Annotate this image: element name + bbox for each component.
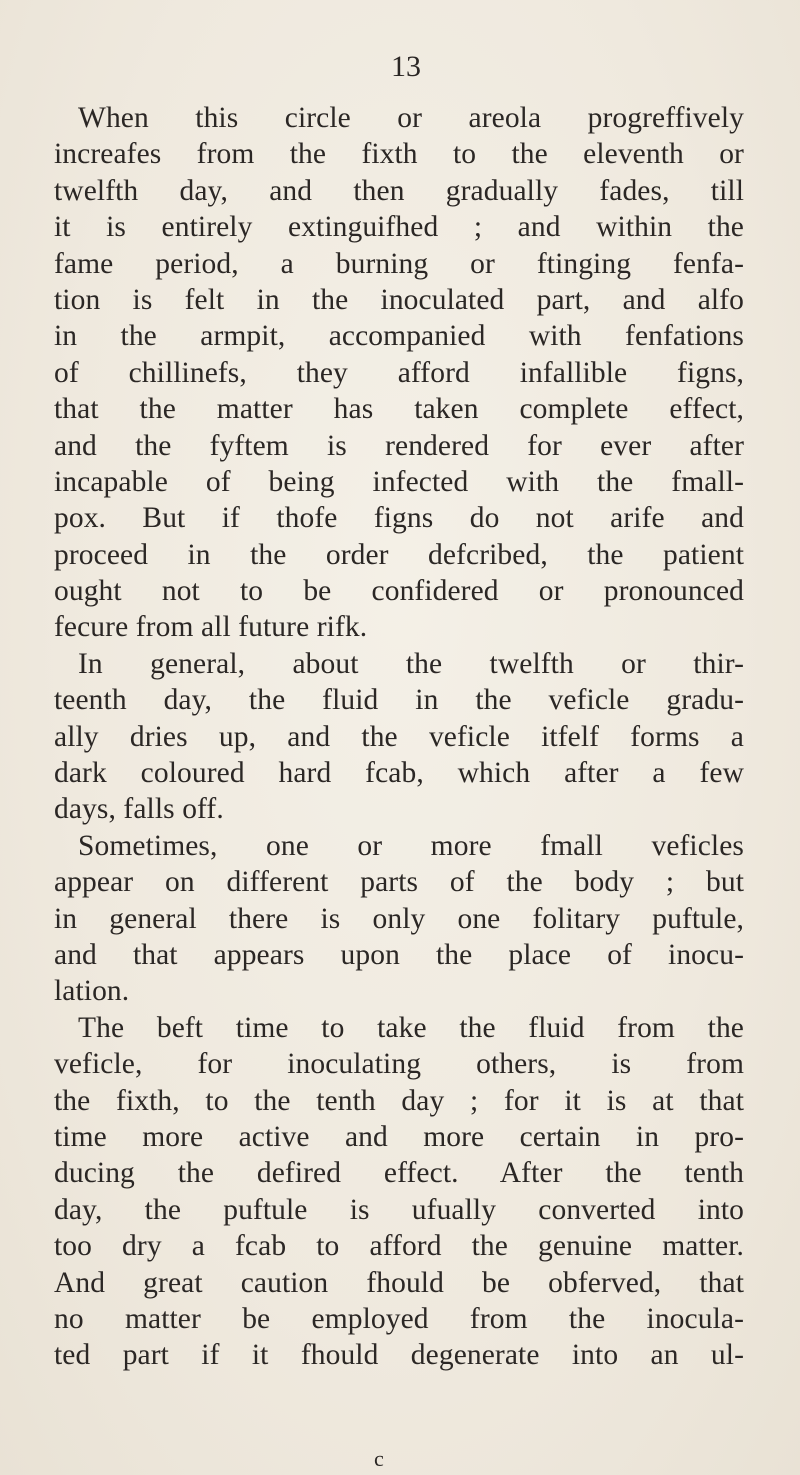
text-line: day, the puftule is ufually converted into <box>54 1193 744 1226</box>
text-line: veficle, for inoculating others, is from <box>54 1048 744 1081</box>
text-line: When this circle or areola progreffively <box>78 102 744 134</box>
text-line: ought not to be confidered or pronounced <box>54 575 744 608</box>
text-line: ducing the defired effect. After the tenth <box>54 1157 744 1190</box>
text-line: fame period, a burning or ftinging fenfa- <box>54 247 744 280</box>
text-line: the fixth, to the tenth day ; for it is at that <box>54 1084 744 1117</box>
text-line: that the matter has taken complete effect, <box>54 393 744 426</box>
text-line: The beft time to take the fluid from the <box>78 1011 744 1044</box>
text-line: time more active and more certain in pro- <box>54 1120 744 1153</box>
text-line: of chillinefs, they afford infallible figns, <box>54 356 744 389</box>
catchword: c <box>374 1446 384 1471</box>
text-line: ally dries up, and the veficle itfelf forms a <box>54 720 744 753</box>
text-line: ted part if it fhould degenerate into an ul- <box>54 1339 744 1372</box>
text-line: increafes from the fixth to the eleventh or <box>54 138 744 171</box>
text-line: And great caution fhould be obferved, that <box>54 1266 744 1299</box>
body-text <box>54 100 744 1374</box>
text-line: Sometimes, one or more fmall veficles <box>78 829 744 862</box>
text-line: it is entirely extinguifhed ; and within the <box>54 211 744 244</box>
text-line: and the fyftem is rendered for ever after <box>54 429 744 462</box>
text-line: too dry a fcab to afford the genuine matter. <box>54 1230 744 1263</box>
text-line: days, falls off. <box>54 793 224 826</box>
text-line: fecure from all future rifk. <box>54 611 368 644</box>
text-line: incapable of being infected with the fmall- <box>54 465 744 498</box>
text-line: lation. <box>54 975 130 1008</box>
page-number: 13 <box>391 50 421 83</box>
text-line: no matter be employed from the inocula- <box>54 1302 744 1335</box>
text-line: teenth day, the fluid in the veficle gradu- <box>54 684 744 717</box>
text-line: tion is felt in the inoculated part, and alfo <box>54 283 744 316</box>
text-line: appear on different parts of the body ; but <box>54 866 744 899</box>
text-line: and that appears upon the place of inocu- <box>54 938 744 971</box>
text-line: twelfth day, and then gradually fades, till <box>54 174 744 207</box>
text-line: proceed in the order defcribed, the patient <box>54 538 744 571</box>
text-line: dark coloured hard fcab, which after a few <box>54 757 744 790</box>
text-line: in the armpit, accompanied with fenfations <box>54 320 744 353</box>
text-line: in general there is only one folitary puftule, <box>54 902 744 935</box>
text-line: pox. But if thofe figns do not arife and <box>54 502 744 535</box>
text-line: In general, about the twelfth or thir- <box>78 647 744 680</box>
